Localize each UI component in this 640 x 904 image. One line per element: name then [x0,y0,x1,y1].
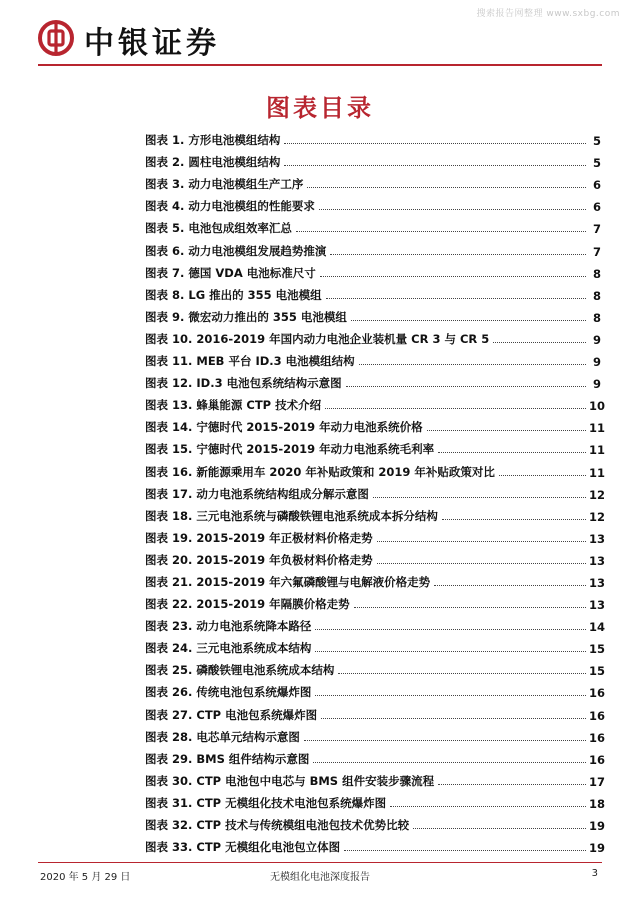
toc-entry[interactable] [145,612,606,635]
toc-leader-dots [296,230,586,232]
toc-leader-dots [284,164,586,166]
header-divider [38,64,602,66]
toc-leader-dots [320,275,586,277]
toc-entry-label: 图表 27. CTP 电池包系统爆炸图 [145,707,318,722]
toc-entry-label: 图表 10. 2016-2019 年国内动力电池企业装机量 CR 3 与 CR 5 [145,331,490,346]
toc-entry-page: 13 [589,531,606,546]
toc-entry[interactable] [145,148,601,170]
toc-leader-dots [344,849,586,851]
toc-leader-dots [438,451,586,453]
footer-page-number: 3 [591,868,598,879]
toc-entry-page: 16 [589,686,606,701]
toc-entry[interactable] [145,546,606,568]
toc-entry-label: 图表 17. 动力电池系统结构组成分解示意图 [145,486,369,501]
bank-logo-icon [38,20,74,56]
toc-entry-label: 图表 25. 磷酸铁锂电池系统成本结构 [145,663,335,678]
toc-leader-dots [326,297,586,299]
toc-entry[interactable] [145,678,606,701]
toc-leader-dots [313,761,586,763]
toc-leader-dots [351,319,586,321]
toc-leader-dots [499,474,586,476]
toc-entry-page: 6 [592,200,601,215]
toc-entry[interactable] [145,789,606,811]
toc-entry[interactable] [145,369,601,391]
toc-leader-dots [377,562,586,564]
toc-entry-label: 图表 13. 蜂巢能源 CTP 技术介绍 [145,398,322,413]
toc-leader-dots [307,186,586,188]
toc-entry-label: 图表 4. 动力电池模组的性能要求 [145,199,315,214]
toc-entry-page: 11 [589,465,606,480]
toc-entry-page: 19 [589,841,606,856]
toc-entry[interactable] [145,347,601,369]
toc-entry[interactable] [145,568,606,590]
toc-entry-page: 11 [589,421,606,436]
toc-entry[interactable] [145,413,606,436]
toc-entry-page: 8 [592,266,601,281]
toc-entry-page: 7 [592,222,601,237]
toc-entry-label: 图表 9. 微宏动力推出的 355 电池模组 [145,309,347,324]
toc-entry[interactable] [145,214,601,236]
toc-entry-page: 13 [589,575,606,590]
toc-leader-dots [493,341,586,343]
toc-entry-label: 图表 23. 动力电池系统降本路径 [145,619,312,634]
footer-report-name: 无模组化电池深度报告 [270,872,370,883]
toc-leader-dots [377,540,586,542]
toc-entry[interactable] [145,634,606,657]
toc-entry[interactable] [145,502,606,524]
table-of-figures [145,126,606,856]
toc-entry[interactable] [145,833,606,856]
toc-entry-label: 图表 22. 2015-2019 年隔膜价格走势 [145,597,350,612]
toc-entry-page: 8 [592,310,601,325]
toc-entry-page: 5 [592,156,601,171]
toc-entry[interactable] [145,767,606,789]
toc-entry-page: 5 [592,134,601,149]
toc-leader-dots [442,518,586,520]
toc-entry[interactable] [145,281,601,303]
toc-entry-label: 图表 2. 圆柱电池模组结构 [145,155,281,170]
toc-entry-label: 图表 1. 方形电池模组结构 [145,133,281,148]
toc-entry-page: 9 [592,332,601,347]
toc-entry[interactable] [145,723,606,745]
toc-entry-page: 7 [592,244,601,259]
toc-entry-label: 图表 29. BMS 组件结构示意图 [145,751,310,766]
toc-leader-dots [319,208,586,210]
page-title: 图表目录 [266,94,374,122]
toc-entry-label: 图表 6. 动力电池模组发展趋势推演 [145,243,327,258]
toc-leader-dots [390,805,586,807]
toc-entry[interactable] [145,590,606,613]
toc-entry-label: 图表 31. CTP 无模组化技术电池包系统爆炸图 [145,795,387,810]
toc-leader-dots [321,717,586,719]
watermark: 搜索报告网整理 www.sxbg.com [476,9,620,19]
toc-leader-dots [330,253,586,255]
toc-entry-label: 图表 33. CTP 无模组化电池包立体图 [145,840,341,855]
toc-entry-label: 图表 24. 三元电池系统成本结构 [145,641,312,656]
toc-entry-page: 12 [589,487,606,502]
toc-leader-dots [315,694,586,696]
toc-leader-dots [325,407,586,409]
toc-entry-page: 9 [592,355,601,370]
toc-leader-dots [427,429,586,431]
toc-entry-page: 18 [589,796,606,811]
toc-leader-dots [359,363,586,365]
toc-entry-label: 图表 21. 2015-2019 年六氟磷酸锂与电解液价格走势 [145,574,431,589]
toc-leader-dots [373,496,586,498]
toc-entry[interactable] [145,391,606,414]
toc-entry[interactable] [145,524,606,546]
toc-leader-dots [438,783,586,785]
toc-entry-page: 10 [589,399,606,414]
toc-entry-page: 6 [592,178,601,193]
toc-leader-dots [315,650,586,652]
toc-entry[interactable] [145,236,601,258]
toc-entry[interactable] [145,303,601,325]
toc-entry-page: 13 [589,553,606,568]
toc-entry[interactable] [145,435,606,458]
toc-entry-label: 图表 14. 宁德时代 2015-2019 年动力电池系统价格 [145,420,423,435]
toc-entry-label: 图表 5. 电池包成组效率汇总 [145,221,292,236]
toc-entry-page: 16 [589,752,606,767]
toc-leader-dots [434,584,586,586]
toc-entry-label: 图表 8. LG 推出的 355 电池模组 [145,287,322,302]
toc-entry[interactable] [145,480,606,502]
toc-entry[interactable] [145,126,601,148]
toc-entry[interactable] [145,656,606,679]
toc-entry-label: 图表 15. 宁德时代 2015-2019 年动力电池系统毛利率 [145,442,435,457]
toc-entry-page: 15 [589,664,606,679]
toc-leader-dots [354,606,586,608]
toc-entry[interactable] [145,325,601,347]
toc-entry[interactable] [145,811,606,833]
toc-entry-label: 图表 28. 电芯单元结构示意图 [145,729,300,744]
toc-entry-label: 图表 26. 传统电池包系统爆炸图 [145,685,312,700]
toc-entry-page: 16 [589,730,606,745]
toc-entry-label: 图表 18. 三元电池系统与磷酸铁锂电池系统成本拆分结构 [145,508,438,523]
footer-divider [38,862,602,863]
footer-date: 2020 年 5 月 29 日 [40,872,131,883]
toc-entry[interactable] [145,170,601,192]
toc-entry-page: 14 [589,620,606,635]
toc-entry-label: 图表 3. 动力电池模组生产工序 [145,177,304,192]
toc-entry[interactable] [145,700,606,723]
toc-entry-label: 图表 7. 德国 VDA 电池标准尺寸 [145,265,316,280]
brand-name: 中银证券 [84,26,220,61]
toc-entry-page: 13 [589,598,606,613]
toc-entry-label: 图表 32. CTP 技术与传统模组电池包技术优势比较 [145,818,410,832]
toc-entry[interactable] [145,259,601,281]
toc-leader-dots [413,827,586,829]
toc-leader-dots [346,385,586,387]
toc-entry-page: 17 [589,774,606,789]
toc-entry[interactable] [145,745,606,767]
toc-leader-dots [304,739,586,741]
toc-entry-label: 图表 20. 2015-2019 年负极材料价格走势 [145,552,373,567]
toc-entry-label: 图表 30. CTP 电池包中电芯与 BMS 组件安装步骤流程 [145,773,435,788]
toc-leader-dots [284,142,586,144]
toc-entry-page: 16 [589,708,606,723]
page-header [38,20,602,68]
toc-entry-label: 图表 12. ID.3 电池包系统结构示意图 [145,376,342,391]
toc-entry-label: 图表 11. MEB 平台 ID.3 电池模组结构 [145,354,355,369]
toc-leader-dots [315,628,586,630]
toc-leader-dots [338,672,586,674]
toc-entry-label: 图表 19. 2015-2019 年正极材料价格走势 [145,530,373,545]
toc-entry-page: 8 [592,288,601,303]
toc-entry-page: 19 [589,819,606,833]
toc-entry[interactable] [145,457,606,480]
toc-entry-label: 图表 16. 新能源乘用车 2020 年补贴政策和 2019 年补贴政策对比 [145,464,495,479]
toc-entry-page: 12 [589,509,606,524]
toc-entry-page: 15 [589,642,606,657]
toc-entry-page: 9 [592,377,601,392]
toc-entry[interactable] [145,192,601,214]
toc-entry-page: 11 [589,443,606,458]
